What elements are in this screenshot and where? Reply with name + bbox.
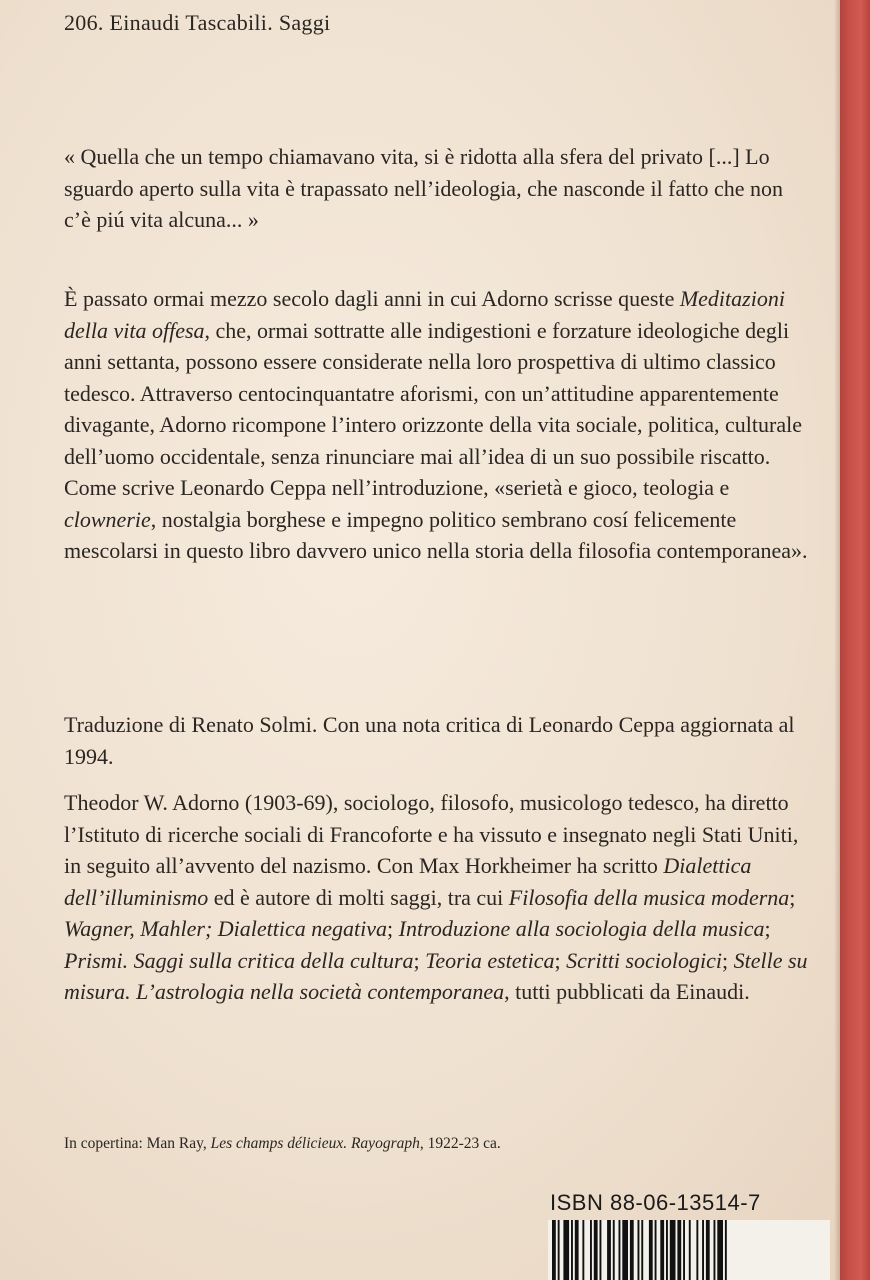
barcode-bar xyxy=(594,1220,598,1280)
barcode-bar xyxy=(571,1220,573,1280)
bio-text: ; xyxy=(721,947,734,973)
series-title: 206. Einaudi Tascabili. Saggi xyxy=(64,10,331,35)
barcode-bar xyxy=(717,1220,723,1280)
cover-credit-work: Les champs délicieux. Rayograph xyxy=(210,1135,420,1152)
bio-text: ; xyxy=(413,947,426,973)
barcode-bar xyxy=(613,1220,615,1280)
bio-text: ed è autore di molti saggi, tra cui xyxy=(208,884,509,910)
barcode-bar xyxy=(563,1220,569,1280)
book-description xyxy=(64,283,814,567)
bio-text: ; xyxy=(387,916,399,941)
barcode-bar xyxy=(582,1220,584,1280)
barcode-bar xyxy=(670,1220,676,1280)
barcode-bar xyxy=(702,1220,704,1280)
barcode-bar xyxy=(641,1220,643,1280)
cover-credit-prefix: In copertina: Man Ray, xyxy=(64,1135,211,1152)
bio-text: ; xyxy=(554,947,567,973)
barcode-bar xyxy=(590,1220,592,1280)
barcode-bar xyxy=(619,1220,621,1280)
translation-text: Traduzione di Renato Solmi. Con una nota critica di Leonardo Ceppa aggiornata al 1994. xyxy=(64,712,795,769)
clownerie-italic: clownerie xyxy=(64,506,151,532)
barcode-bar xyxy=(600,1220,602,1280)
barcode-bar xyxy=(725,1220,727,1280)
barcode-bar xyxy=(655,1220,657,1280)
barcode-bar xyxy=(607,1220,611,1280)
cover-edge-shadow xyxy=(834,0,840,1280)
book-title-italic: Meditazioni della vita offesa xyxy=(64,286,785,343)
barcode-bar xyxy=(649,1220,653,1280)
work-title: Prismi. Saggi sulla critica della cultura xyxy=(64,947,414,973)
bio-text: , tutti pubblicati da Einaudi. xyxy=(504,979,750,1004)
barcode xyxy=(548,1220,830,1280)
epigraph-quote xyxy=(64,141,814,236)
description-part-1: È passato ormai mezzo secolo dagli anni in cui Adorno scrisse queste xyxy=(64,286,680,311)
barcode-bar xyxy=(666,1220,668,1280)
cover-credit xyxy=(64,1135,501,1153)
barcode-bar xyxy=(558,1220,560,1280)
barcode-bar xyxy=(622,1220,628,1280)
work-title: Stelle su misura. L’astrologia nella società contemporanea xyxy=(64,947,808,1004)
barcode-bar xyxy=(638,1220,640,1280)
work-title: Dialettica dell’illuminismo xyxy=(64,853,752,910)
translation-credit xyxy=(64,709,814,772)
cover-credit-suffix: , 1922-23 ca. xyxy=(419,1135,501,1152)
work-title: Filosofia della musica moderna xyxy=(508,884,790,910)
barcode-bar xyxy=(660,1220,664,1280)
barcode-bar xyxy=(575,1220,579,1280)
barcode-bar xyxy=(552,1220,556,1280)
quote-text: « Quella che un tempo chiamavano vita, si è ridotta alla sfera del privato [...] Lo sguardo aperto sulla vita è trapassato nell’ideologia, che nasconde il fatto che non c’è piú vita alcuna... » xyxy=(64,144,784,232)
description-part-3: , nostalgia borghese e impegno politico sembrano cosí felicemente mescolarsi in questo libro davvero unico nella storia della filosofia contemporanea». xyxy=(64,506,808,563)
bio-text: Theodor W. Adorno (1903-69), sociologo, filosofo, musicologo tedesco, ha diretto l’Istituto di ricerche sociali di Francoforte e ha vissuto e insegnato negli Stati Uniti, in seguito all’avvento del nazismo. Con Max Horkheimer ha scritto xyxy=(64,790,799,878)
work-title: Introduzione alla sociologia della musica xyxy=(398,916,765,941)
bio-text: ; xyxy=(764,916,771,941)
bio-text: ; xyxy=(789,884,796,910)
barcode-bar xyxy=(683,1220,685,1280)
barcode-bar xyxy=(630,1220,634,1280)
work-title: Scritti sociologici xyxy=(566,947,722,973)
barcode-bar xyxy=(689,1220,691,1280)
barcode-bar xyxy=(696,1220,698,1280)
author-bio xyxy=(64,787,814,1008)
barcode-bar xyxy=(706,1220,710,1280)
barcode-bar xyxy=(677,1220,681,1280)
work-title: Wagner, Mahler; Dialettica negativa xyxy=(64,916,388,941)
isbn-label: ISBN 88-06-13514-7 xyxy=(550,1190,761,1215)
cover-red-stripe xyxy=(840,0,870,1280)
work-title: Teoria estetica xyxy=(425,947,555,973)
description-part-2: , che, ormai sottratte alle indigestioni e forzature ideologiche degli anni settanta, possono essere considerate nella loro prospettiva di ultimo classico tedesco. Attraverso centocinquantatre aforismi, con un’attitudine apparentemente divagante, Adorno ricompone l’intero orizzonte della vita sociale, politica, culturale dell’uomo occidentale, senza rinunciare mai all’idea di un suo possibile riscatto. Come scrive Leonardo Ceppa nell’introduzione, «serietà e gioco, teologia e xyxy=(64,317,802,500)
barcode-bar xyxy=(714,1220,716,1280)
